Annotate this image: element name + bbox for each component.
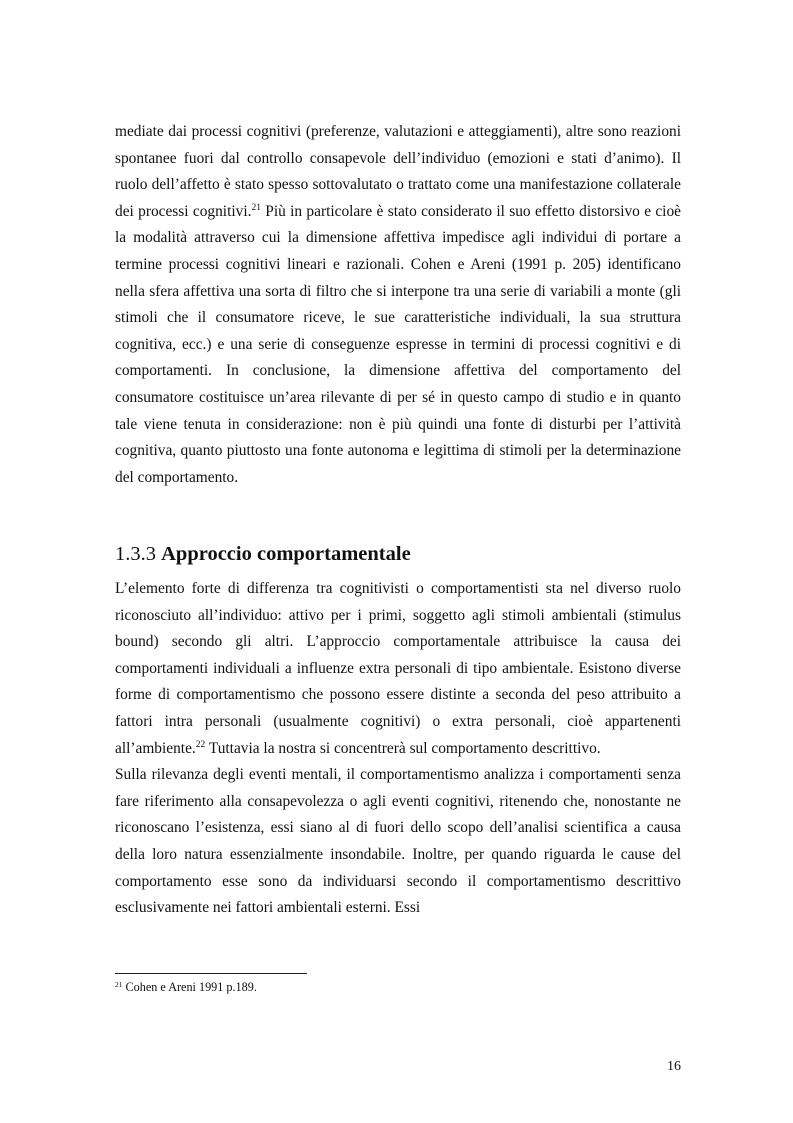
- section-title: Approccio comportamentale: [161, 543, 411, 565]
- paragraph-2-text-continued: Tuttavia la nostra si concentrerà sul comportamento descrittivo.: [205, 739, 601, 757]
- body-paragraph-3: Sulla rilevanza degli eventi mentali, il comportamentismo analizza i comportamenti senza fare riferimento alla consapevolezza o agli eventi cognitivi, ritenendo che, nonostante ne riconoscano l’esistenza, essi siano al di fuori dello scopo dell’analisi scientifica a causa della loro natura essenzialmente insondabile. Inoltre, per quando riguarda le cause del comportamento esse sono da individuarsi secondo il comportamentismo descrittivo esclusivamente nei fattori ambientali esterni. Essi: [115, 766, 681, 917]
- paragraph-1-text: mediate dai processi cognitivi (preferenze, valutazioni e atteggiamenti), altre sono reazioni spontanee fuori dal controllo consapevole dell’individuo (emozioni e stati d’animo). Il ruolo dell’affetto è stato spesso sottovalutato o trattato come una manifestazione collaterale dei processi cognitivi.: [115, 123, 681, 220]
- footnote-reference-21[interactable]: 21: [251, 202, 261, 213]
- footnote-number: 21: [115, 980, 123, 989]
- footnote-21: [115, 980, 681, 995]
- footnote-text: Cohen e Areni 1991 p.189.: [122, 980, 257, 994]
- footnote-separator: [115, 973, 307, 974]
- body-paragraph-2: [115, 576, 681, 762]
- body-paragraph-1: [115, 119, 681, 491]
- section-number: 1.3.3: [115, 543, 156, 565]
- footnote-reference-22[interactable]: 22: [195, 739, 206, 750]
- paragraph-1-text-continued: Più in particolare è stato considerato il suo effetto distorsivo e cioè la modalità attraverso cui la dimensione affettiva impedisce agli individui di portare a termine processi cognitivi lineari e razionali. Cohen e Areni (1991 p. 205) identificano nella sfera affettiva una sorta di filtro che si interpone tra una serie di variabili a monte (gli stimoli che il consumatore riceve, le sue caratteristiche individuali, la sua struttura cognitiva, ecc.) e una serie di conseguenze espresse in termini di processi cognitivi e di comportamenti. In conclusione, la dimensione affettiva del comportamento del consumatore costituisce un’area rilevante di per sé in questo campo di studio e in quanto tale viene tenuta in considerazione: non è più quindi una fonte di disturbi per l’attività cognitiva, quanto piuttosto una fonte autonoma e legittima di stimoli per la determinazione del comportamento.: [115, 202, 681, 486]
- paragraph-2-text: L’elemento forte di differenza tra cognitivisti o comportamentisti sta nel diverso ruolo riconosciuto all’individuo: attivo per i primi, soggetto agli stimoli ambientali (stimulus bound) secondo gli altri. L’approccio comportamentale attribuisce la causa dei comportamenti individuali a influenze extra personali di tipo ambientale. Esistono diverse forme di comportamentismo che possono essere distinte a seconda del peso attribuito a fattori intra personali (usualmente cognitivi) o extra personali, cioè appartenenti all’ambiente.: [115, 580, 681, 757]
- page-number: 16: [667, 1059, 681, 1074]
- section-heading: [115, 540, 681, 568]
- section-body: [115, 576, 681, 922]
